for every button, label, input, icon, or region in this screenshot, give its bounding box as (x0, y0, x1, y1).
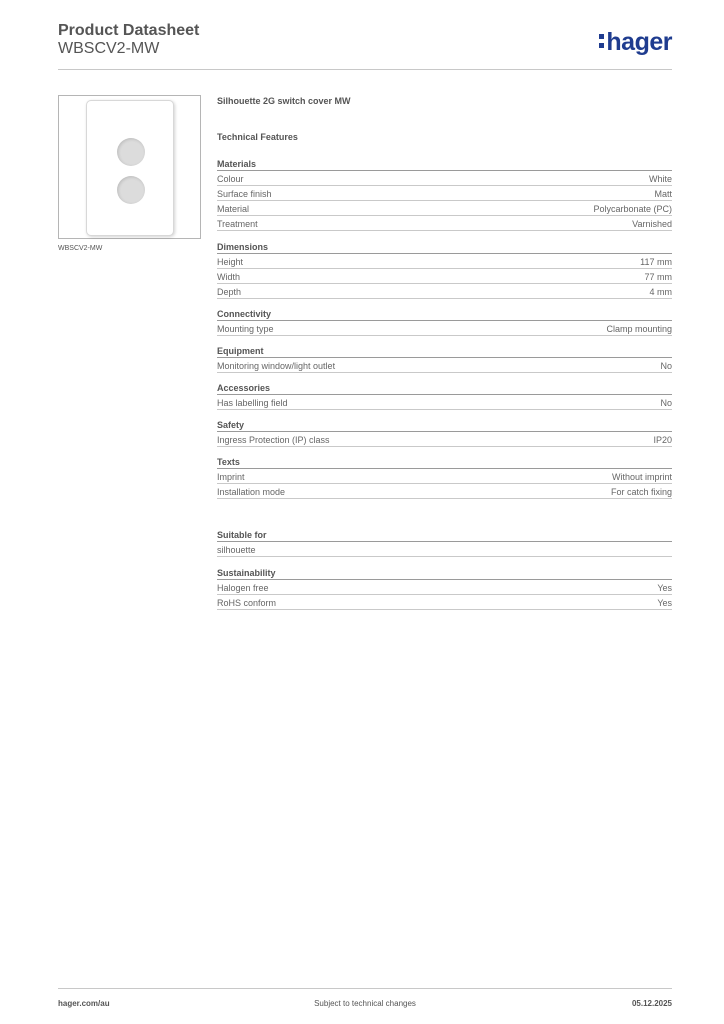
spec-value: 77 mm (644, 272, 672, 282)
spec-value: For catch fixing (610, 487, 672, 497)
spec-label: Has labelling field (217, 398, 288, 408)
spec-value: Polycarbonate (PC) (593, 204, 672, 214)
feature-sections (217, 158, 672, 610)
spec-row (217, 284, 672, 299)
section-accessories (217, 382, 672, 410)
section-texts (217, 456, 672, 499)
spec-label: Mounting type (217, 324, 274, 334)
spec-row (217, 201, 672, 216)
spec-value: IP20 (653, 435, 672, 445)
spec-value: No (660, 398, 672, 408)
switch-cover-plate-illustration (86, 100, 174, 236)
switch-hole-top (117, 138, 145, 166)
footer-website: hager.com/au (58, 999, 110, 1008)
spec-label: Ingress Protection (IP) class (217, 435, 330, 445)
spec-row (217, 269, 672, 284)
spec-label: silhouette (217, 545, 256, 555)
spec-row (217, 395, 672, 410)
spec-label: Height (217, 257, 244, 267)
section-safety (217, 419, 672, 447)
spec-row (217, 595, 672, 610)
section-title: Texts (217, 456, 672, 469)
features-title: Technical Features (217, 132, 298, 142)
section-suitable-for (217, 529, 672, 557)
spec-value: Yes (657, 598, 672, 608)
spec-label: Imprint (217, 472, 245, 482)
spec-label: Treatment (217, 219, 258, 229)
spec-row (217, 358, 672, 373)
spec-value: White (648, 174, 672, 184)
section-connectivity (217, 308, 672, 336)
section-title: Sustainability (217, 567, 672, 580)
section-title: Accessories (217, 382, 672, 395)
spec-row (217, 254, 672, 269)
spec-row (217, 542, 672, 557)
footer-notice: Subject to technical changes (314, 999, 416, 1008)
spec-value: Matt (654, 189, 672, 199)
hager-logo (599, 28, 672, 57)
spec-row (217, 432, 672, 447)
switch-hole-bottom (117, 176, 145, 204)
spec-row (217, 484, 672, 499)
section-title: Materials (217, 158, 672, 171)
spec-value: Clamp mounting (606, 324, 672, 334)
spec-value: No (660, 361, 672, 371)
spec-value: Without imprint (611, 472, 672, 482)
logo-colon-icon (599, 31, 604, 51)
spec-row (217, 186, 672, 201)
document-title: Product Datasheet (58, 22, 200, 39)
spec-label: Monitoring window/light outlet (217, 361, 336, 371)
product-image (58, 95, 201, 239)
section-title: Equipment (217, 345, 672, 358)
product-name: Silhouette 2G switch cover MW (217, 96, 351, 106)
spec-value: Yes (657, 583, 672, 593)
technical-content (217, 96, 672, 610)
product-code: WBSCV2-MW (58, 40, 160, 57)
section-title: Connectivity (217, 308, 672, 321)
spec-row (217, 469, 672, 484)
spec-label: Colour (217, 174, 244, 184)
spec-label: Installation mode (217, 487, 286, 497)
page-header (58, 22, 672, 70)
section-title: Dimensions (217, 241, 672, 254)
spec-label: RoHS conform (217, 598, 277, 608)
footer-date: 05.12.2025 (631, 999, 672, 1008)
spec-label: Halogen free (217, 583, 269, 593)
spec-value: Varnished (632, 219, 672, 229)
spec-label: Material (217, 204, 250, 214)
spec-row (217, 171, 672, 186)
image-caption: WBSCV2-MW (58, 245, 103, 252)
section-equipment (217, 345, 672, 373)
spec-row (217, 321, 672, 336)
spec-row (217, 216, 672, 231)
spec-value: 4 mm (649, 287, 672, 297)
section-sustainability (217, 567, 672, 610)
section-materials (217, 158, 672, 231)
section-title: Suitable for (217, 529, 672, 542)
section-dimensions (217, 241, 672, 299)
spec-label: Depth (217, 287, 242, 297)
spec-label: Surface finish (217, 189, 272, 199)
spec-row (217, 580, 672, 595)
section-title: Safety (217, 419, 672, 432)
spec-value: 117 mm (640, 257, 672, 267)
spec-label: Width (217, 272, 241, 282)
page-footer (58, 988, 672, 1008)
logo-text: hager (606, 28, 672, 56)
